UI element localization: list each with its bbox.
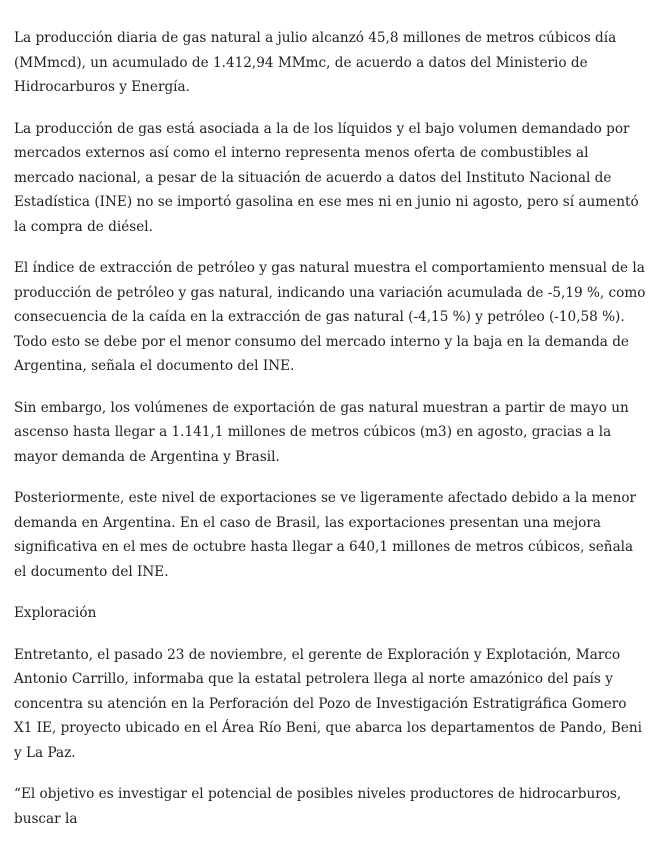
paragraph-export-volumes: Sin embargo, los volúmenes de exportación de gas natural muestran a partir de mayo un ascenso hasta llegar a 1.141,1 millones de metros cúbicos (m3) en agosto, gracias a la mayor demanda de Argentina y Brasil. [14, 399, 629, 465]
paragraph-gas-liquids: La producción de gas está asociada a la de los líquidos y el bajo volumen demandado por mercados externos así como el interno representa menos oferta de combustibles al mercado nacional, a pesar de la situación de acuerdo a datos del Instituto Nacional de Estadística (INE) no se importó gasolina en ese mes ni en junio ni agosto, pero sí aumentó la compra de diésel. [14, 120, 639, 235]
paragraph-exports-brazil: Posteriormente, este nivel de exportaciones se ve ligeramente afectado debido a la menor demanda en Argentina. En el caso de Brasil, las exportaciones presentan una mejora significativa en el mes de octubre hasta llegar a 640,1 millones de metros cúbicos, señala el documento del INE. [14, 490, 637, 580]
article-body [14, 26, 648, 848]
paragraph-extraction-index: El índice de extracción de petróleo y gas natural muestra el comportamiento mensual de la producción de petróleo y gas natural, indicando una variación acumulada de -5,19 %, como consecuencia de la caída en la extracción de gas natural (-4,15 %) y petróleo (-10,58 %). Todo esto se debe por el menor consumo del mercado interno y la baja en la demanda de Argentina, señala el documento del INE. [14, 260, 646, 374]
subheading-exploration: Exploración [14, 605, 97, 621]
paragraph-gas-production: La producción diaria de gas natural a julio alcanzó 45,8 millones de metros cúbicos día (MMmcd), un acumulado de 1.412,94 MMmc, de acuerdo a datos del Ministerio de Hidrocarburos y Energía. [14, 30, 617, 95]
paragraph-objective-quote: “El objetivo es investigar el potencial de posibles niveles productores de hidrocarburos, buscar la [14, 786, 622, 827]
paragraph-exploration-well: Entretanto, el pasado 23 de noviembre, el gerente de Exploración y Explotación, Marco Antonio Carrillo, informaba que la estatal petrolera llega al norte amazónico del país y concentra su atención en la Perforación del Pozo de Investigación Estratigráfica Gomero X1 IE, proyecto ubicado en el Área Río Beni, que abarca los departamentos de Pando, Beni y La Paz. [14, 646, 642, 761]
